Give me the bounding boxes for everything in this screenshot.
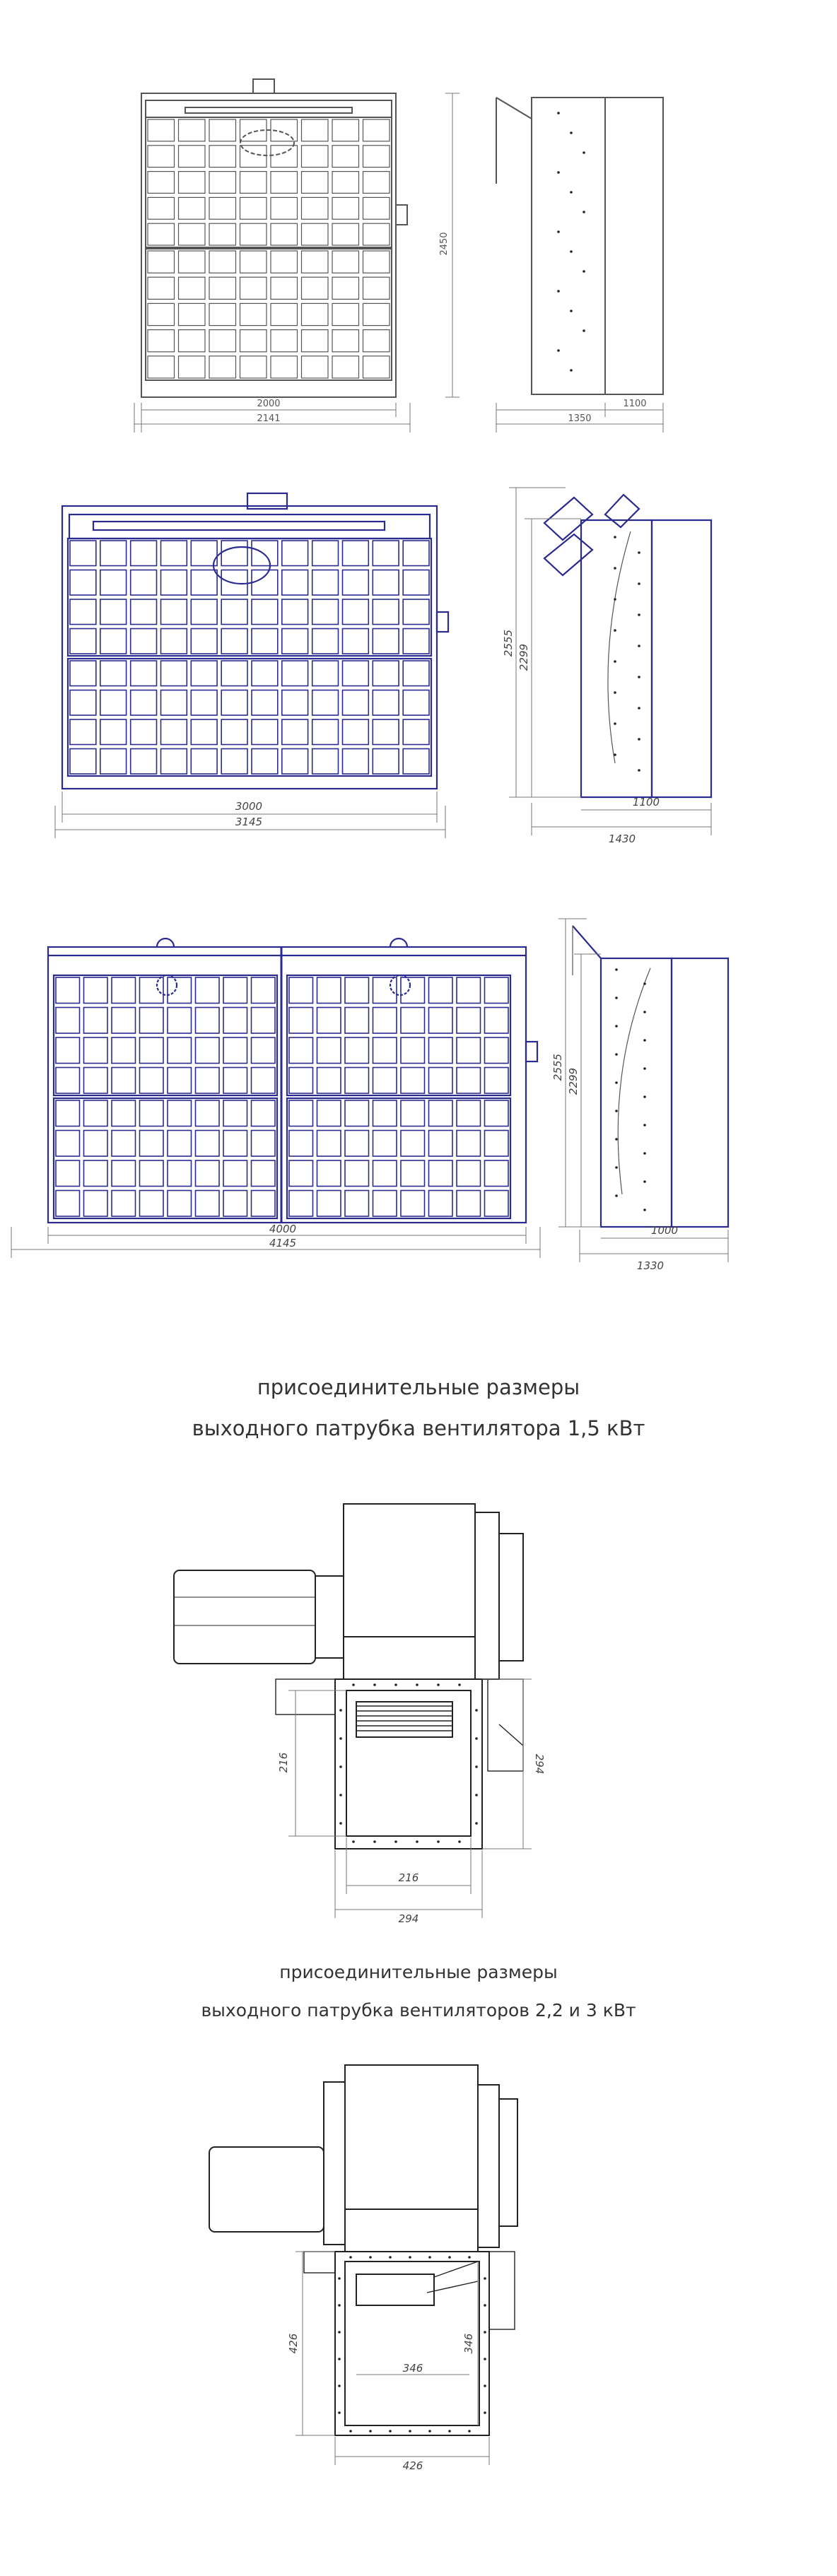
booth-3-front-view [48, 939, 537, 1223]
d3-width-outer: 4145 [269, 1237, 297, 1249]
fan-1-caption [0, 1367, 837, 1449]
fan-1-drawing [174, 1504, 523, 1849]
d3-depth-outer: 1330 [636, 1259, 665, 1272]
d1-depth-outer: 1350 [568, 413, 592, 424]
d2-height-outer: 2555 [502, 629, 515, 657]
d3-depth-inner: 1000 [650, 1224, 679, 1237]
d1-width-inner: 2000 [257, 399, 281, 409]
d2-height-inner: 2299 [517, 643, 530, 671]
fan-2-drawing [209, 2065, 517, 2435]
booth-2-side-view [544, 495, 711, 797]
d3-width-inner: 4000 [269, 1223, 297, 1235]
d2-depth-inner: 1100 [632, 796, 660, 808]
d1-depth-inner: 1100 [623, 399, 647, 409]
fan1-inner-width: 216 [398, 1871, 419, 1884]
booth-3-side-view [573, 926, 728, 1227]
d2-width-outer: 3145 [235, 816, 263, 828]
d1-height: 2450 [439, 232, 450, 256]
d3-height-outer: 2555 [551, 1053, 564, 1081]
d2-depth-outer: 1430 [608, 833, 636, 845]
fan-2-caption-line-1: присоединительные размеры [279, 1962, 558, 1982]
fan-2-dimensions [295, 2252, 489, 2465]
d1-width-outer: 2141 [257, 413, 281, 424]
booth-1-dimensions [134, 93, 663, 433]
booth-1-side-view [496, 98, 663, 394]
fan-2-caption-line-2: выходного патрубка вентиляторов 2,2 и 3 кВт [201, 2000, 636, 2021]
fan-2-caption [0, 1953, 837, 2030]
fan-1-caption-line-2: выходного патрубка вентилятора 1,5 кВт [192, 1416, 645, 1440]
fan1-outer-height: 294 [533, 1753, 546, 1775]
fan1-outer-width: 294 [398, 1912, 419, 1925]
booth-1-front-view [141, 79, 407, 397]
d2-width-inner: 3000 [235, 800, 263, 813]
fan-1-caption-line-1: присоединительные размеры [257, 1375, 580, 1399]
booth-3-dimensions [11, 919, 728, 1262]
fan2-inner-width: 346 [402, 2362, 423, 2375]
booth-2-front-view [62, 493, 448, 789]
d3-height-inner: 2299 [567, 1067, 580, 1095]
fan2-inner-height: 346 [462, 2333, 475, 2354]
fan2-outer-height: 426 [287, 2333, 300, 2354]
fan1-inner-height: 216 [277, 1752, 290, 1773]
fan2-outer-width: 426 [402, 2459, 423, 2472]
